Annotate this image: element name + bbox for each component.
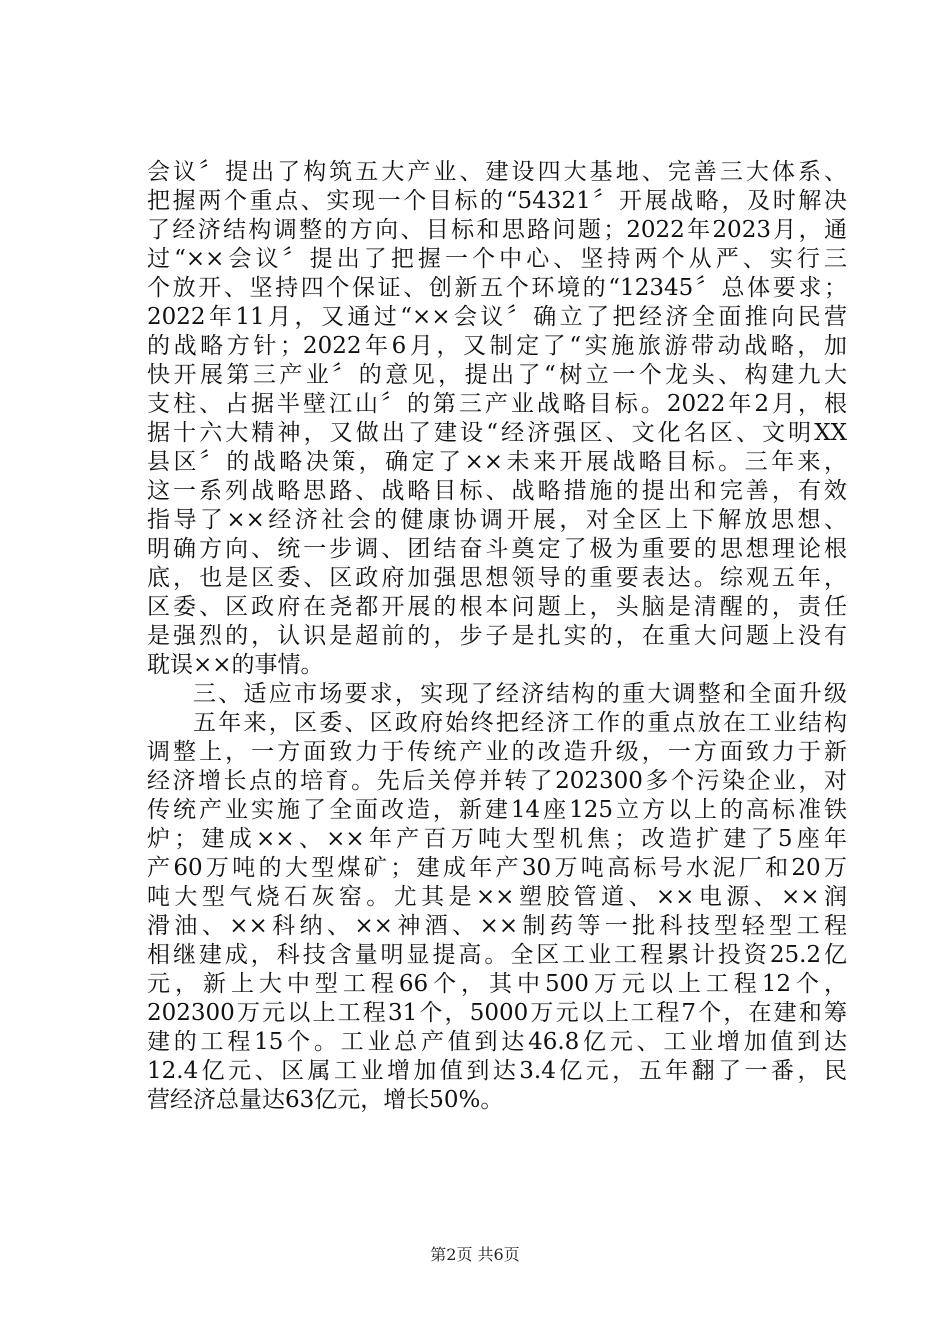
document-body — [147, 158, 847, 1115]
text-line: 202300万元以上工程31个，5000万元以上工程7个，在建和筹 — [147, 1000, 847, 1026]
text-line: 会议〞提出了构筑五大产业、建设四大基地、完善三大体系、 — [147, 159, 847, 185]
text-line: 区委、区政府在尧都开展的根本问题上，头脑是清醒的，责任 — [147, 594, 847, 620]
text-line: 底，也是区委、区政府加强思想领导的重要表达。综观五年， — [147, 565, 847, 591]
text-line: 指导了××经济社会的健康协调开展，对全区上下解放思想、 — [147, 507, 847, 533]
text-line: 快开展第三产业〞的意见，提出了“树立一个龙头、构建九大 — [147, 362, 847, 388]
text-line: 元，新上大中型工程66个，其中500万元以上工程12个， — [147, 971, 847, 997]
text-line: 滑油、××科纳、××神酒、××制药等一批科技型轻型工程 — [147, 913, 847, 939]
text-line: 产60万吨的大型煤矿；建成年产30万吨高标号水泥厂和20万 — [147, 855, 847, 881]
text-line: 传统产业实施了全面改造，新建14座125立方以上的高标准铁 — [147, 797, 847, 823]
text-line: 个放开、坚持四个保证、创新五个环境的“12345〞总体要求； — [147, 275, 847, 301]
text-line: 是强烈的，认识是超前的，步子是扎实的，在重大问题上没有 — [147, 623, 847, 649]
text-line: 炉；建成××、××年产百万吨大型机焦；改造扩建了5座年 — [147, 826, 847, 852]
text-line: 五年来，区委、区政府始终把经济工作的重点放在工业结构 — [193, 710, 847, 736]
text-line: 的战略方针；2022年6月，又制定了“实施旅游带动战略，加 — [147, 333, 847, 359]
page-footer: 第2页 共6页 — [430, 1245, 520, 1264]
text-line: 12.4亿元、区属工业增加值到达3.4亿元，五年翻了一番，民 — [147, 1058, 847, 1084]
text-line: 过“××会议〞提出了把握一个中心、坚持两个从严、实行三 — [147, 246, 847, 272]
text-line: 吨大型气烧石灰窑。尤其是××塑胶管道、××电源、××润 — [147, 884, 847, 910]
text-line: 这一系列战略思路、战略目标、战略措施的提出和完善，有效 — [147, 478, 847, 504]
text-line: 经济增长点的培育。先后关停并转了202300多个污染企业，对 — [147, 768, 847, 794]
text-line: 据十六大精神，又做出了建设“经济强区、文化名区、文明XX — [147, 420, 847, 446]
text-line: 相继建成，科技含量明显提高。全区工业工程累计投资25.2亿 — [147, 942, 847, 968]
text-line: 了经济结构调整的方向、目标和思路问题；2022年2023月，通 — [147, 217, 847, 243]
text-line: 调整上，一方面致力于传统产业的改造升级，一方面致力于新 — [147, 739, 847, 765]
text-line: 把握两个重点、实现一个目标的“54321〞开展战略，及时解决 — [147, 188, 847, 214]
text-line: 2022年11月，又通过“××会议〞确立了把经济全面推向民营 — [147, 304, 847, 330]
section-heading: 三、适应市场要求，实现了经济结构的重大调整和全面升级 — [193, 681, 847, 707]
text-line: 建的工程15个。工业总产值到达46.8亿元、工业增加值到达 — [147, 1029, 847, 1055]
text-line: 营经济总量达63亿元，增长50%。 — [147, 1087, 504, 1113]
text-line: 明确方向、统一步调、团结奋斗奠定了极为重要的思想理论根 — [147, 536, 847, 562]
text-line: 县区〞的战略决策，确定了××未来开展战略目标。三年来， — [147, 449, 847, 475]
text-line: 支柱、占据半壁江山〞的第三产业战略目标。2022年2月，根 — [147, 391, 847, 417]
text-line: 耽误××的事情。 — [147, 652, 324, 678]
